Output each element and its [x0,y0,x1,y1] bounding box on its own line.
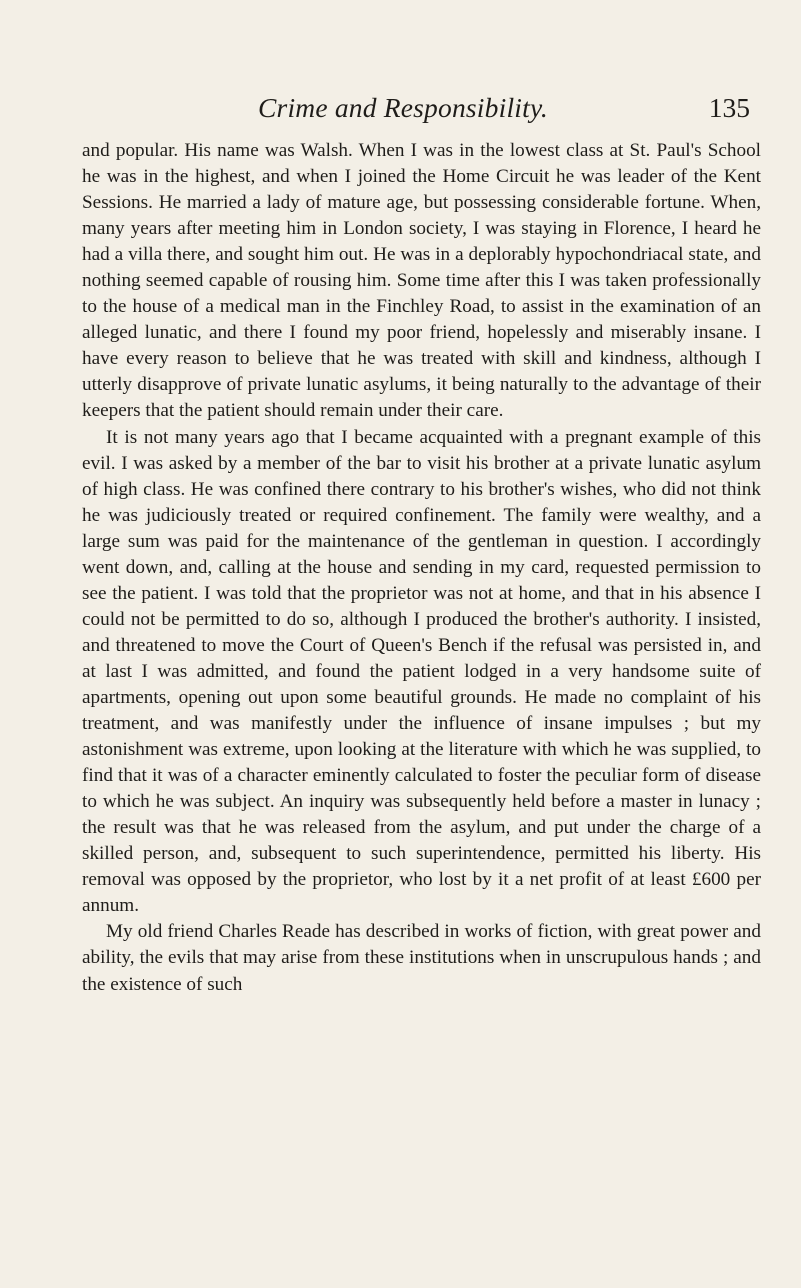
running-title: Crime and Responsibility. [258,92,548,123]
page-number: 135 [708,92,750,123]
body-text [82,138,761,998]
page-header [82,92,761,132]
paragraph: It is not many years ago that I became acquainted with a pregnant example of this evil. I was asked by a member of the bar to visit his brother at a private lunatic asylum of high class. He was confined there contrary to his brother's wishes, who did not think he was judiciously treated or required confinement. The family were wealthy, and a large sum was paid for the maintenance of the gentleman in question. I accordingly went down, and, calling at the house and sending in my card, requested permission to see the patient. I was told that the proprietor was not at home, and that in his absence I could not be permitted to do so, although I produced the brother's authority. I insisted, and threatened to move the Court of Queen's Bench if the refusal was persisted in, and at last I was admitted, and found the patient lodged in a very handsome suite of apartments, opening out upon some beautiful grounds. He made no complaint of his treatment, and was manifestly under the influence of insane impulses ; but my astonishment was extreme, upon looking at the literature with which he was supplied, to find that it was of a character eminently calculated to foster the peculiar form of disease to which he was subject. An inquiry was subsequently held before a master in lunacy ; the result was that he was released from the asylum, and put under the charge of a skilled person, and, subsequent to such superintendence, permitted his liberty. His removal was opposed by the proprietor, who lost by it a net profit of at least £600 per annum. [82,426,761,917]
paragraph: and popular. His name was Walsh. When I was in the lowest class at St. Paul's School he was in the highest, and when I joined the Home Circuit he was leader of the Kent Sessions. He married a lady of mature age, but possessing considerable fortune. When, many years after meeting him in London society, I was staying in Florence, I heard he had a villa there, and sought him out. He was in a deplorably hypochondriacal state, and nothing seemed capable of rousing him. Some time after this I was taken professionally to the house of a medical man in the Finchley Road, to assist in the examination of an alleged lunatic, and there I found my poor friend, hopelessly and miserably insane. I have every reason to believe that he was treated with skill and kindness, although I utterly disapprove of private lunatic asylums, it being naturally to the advantage of their keepers that the patient should remain under their care. [82,140,761,422]
paragraph: My old friend Charles Reade has described in works of fiction, with great power and ability, the evils that may arise from these institutions when in unscrupulous hands ; and the existence of such [82,921,761,995]
